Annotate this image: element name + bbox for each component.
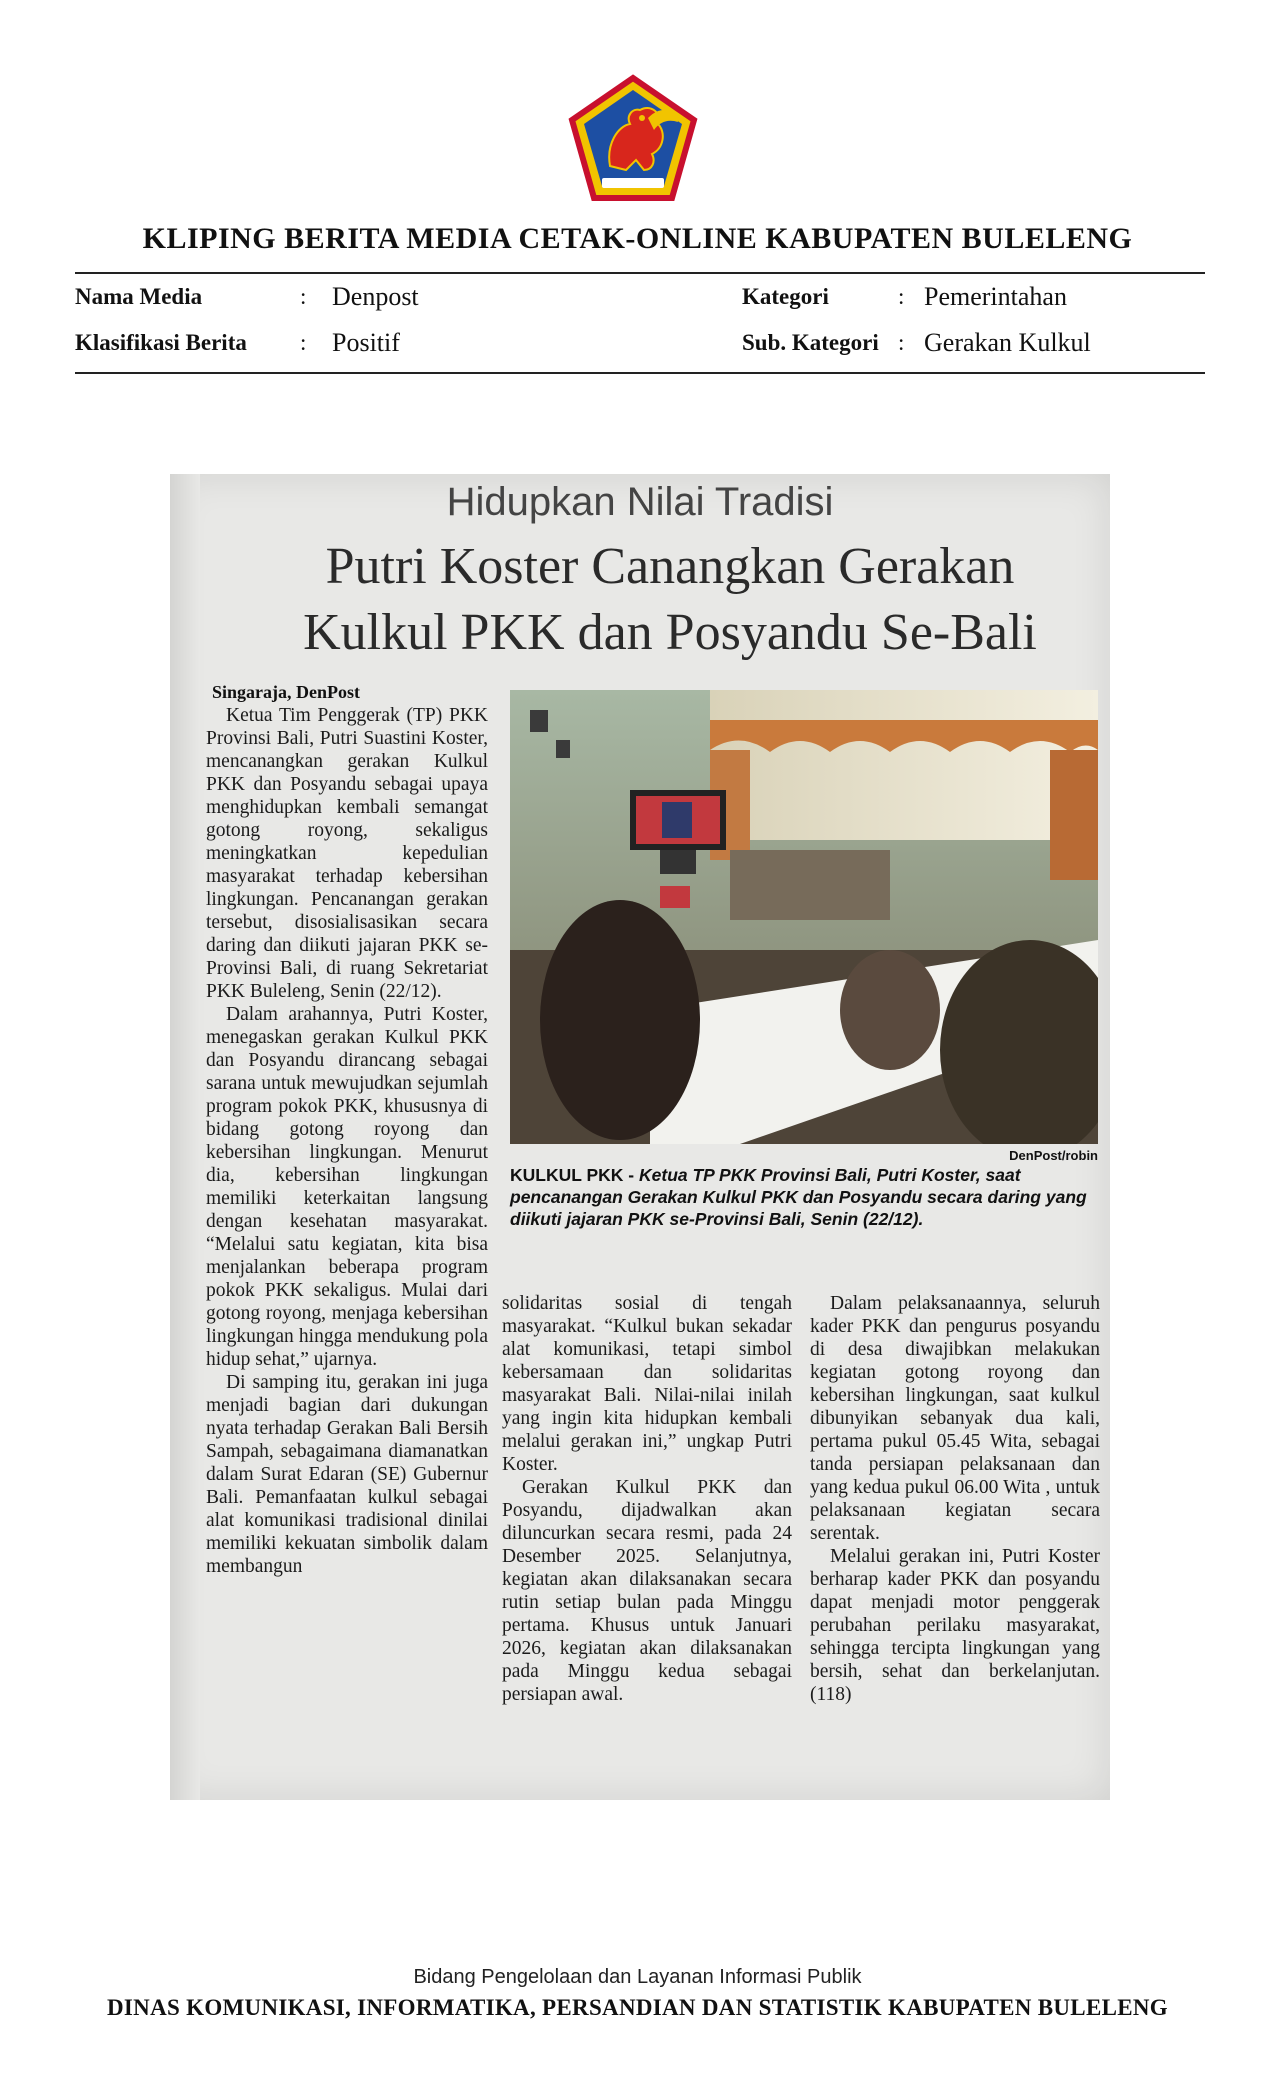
subcategory-value: Gerakan Kulkul bbox=[924, 328, 1091, 357]
category-value: Pemerintahan bbox=[924, 282, 1067, 311]
classification-value: Positif bbox=[332, 328, 400, 357]
col2-paragraph: Gerakan Kulkul PKK dan Posyandu, dijadwalkan akan diluncurkan secara resmi, pada 24 Desember 2025. Selanjutnya, kegiatan akan dilaksanakan secara rutin setiap bulan pada Minggu pertama. Khusus untuk Januari 2026, kegiatan akan dilaksanakan pada Minggu kedua sebagai persiapan awal. bbox=[502, 1477, 792, 1705]
col1-paragraph: Dalam arahannya, Putri Koster, menegaskan gerakan Kulkul PKK dan Posyandu dirancang sebagai sarana untuk mewujudkan sejumlah program pokok PKK, khususnya di bidang gotong royong dan kebersihan lingkungan. Menurut dia, kebersihan lingkungan memiliki keterkaitan langsung dengan kesehatan masyarakat. “Melalui satu kegiatan, kita bisa menjalankan beberapa program pokok PKK sekaligus. Mulai dari gotong royong, menjaga kebersihan lingkungan hingga mendukung pola hidup sehat,” ujarnya. bbox=[206, 1004, 488, 1370]
news-photo bbox=[510, 690, 1098, 1144]
media-name-value: Denpost bbox=[332, 282, 419, 311]
headline-line-1: Putri Koster Canangkan Gerakan bbox=[325, 538, 1015, 595]
photo-caption bbox=[510, 1164, 1100, 1230]
col2-paragraph: solidaritas sosial di tengah masyarakat. “Kulkul bukan sekadar alat komunikasi, tetapi simbol kebersamaan dan solidaritas masyarakat Bali. Nilai-nilai inilah yang ingin kita hidupkan kembali melalui gerakan ini,” ungkap Putri Koster. bbox=[502, 1293, 792, 1475]
classification-colon: : bbox=[300, 330, 307, 355]
regency-emblem-logo bbox=[566, 74, 700, 202]
col1-paragraph: Di samping itu, gerakan ini juga menjadi bagian dari dukungan nyata terhadap Gerakan Bali Bersih Sampah, sebagaimana diamanatkan dalam Surat Edaran (SE) Gubernur Bali. Pemanfaatan kulkul sebagai alat komunikasi tradisional dinilai memiliki kekuatan simbolik dalam membangun bbox=[206, 1372, 488, 1577]
caption-lead: KULKUL PKK - bbox=[510, 1165, 635, 1185]
footer-division: Bidang Pengelolaan dan Layanan Informasi Publik bbox=[413, 1966, 862, 1988]
news-clipping bbox=[170, 474, 1110, 1800]
headline-line-2: Kulkul PKK dan Posyandu Se-Bali bbox=[303, 604, 1037, 661]
document-title: KLIPING BERITA MEDIA CETAK-ONLINE KABUPATEN BULELENG bbox=[142, 222, 1133, 255]
caption-text: Ketua TP PKK Provinsi Bali, Putri Koster, saat pencanangan Gerakan Kulkul PKK dan Posyandu secara daring yang diikuti jajaran PKK se-Provinsi Bali, Senin (22/12). bbox=[510, 1165, 1087, 1229]
media-name-label: Nama Media bbox=[75, 284, 203, 309]
classification-label: Klasifikasi Berita bbox=[75, 330, 247, 355]
subcategory-colon: : bbox=[898, 330, 905, 355]
header-divider-bottom bbox=[75, 372, 1205, 374]
category-label: Kategori bbox=[742, 284, 829, 309]
col1-paragraph: Ketua Tim Penggerak (TP) PKK Provinsi Bali, Putri Suastini Koster, mencanangkan gerakan Kulkul PKK dan Posyandu sebagai upaya menghidupkan kembali semangat gotong royong, sekaligus meningkatkan kepedulian masyarakat terhadap kebersihan lingkungan. Pencanangan gerakan tersebut, disosialisasikan secara daring dan diikuti jajaran PKK se- Provinsi Bali, di ruang Sekretariat PKK Buleleng, Senin (22/12). bbox=[206, 705, 488, 1002]
footer-agency: DINAS KOMUNIKASI, INFORMATIKA, PERSANDIAN DAN STATISTIK KABUPATEN BULELENG bbox=[107, 1995, 1168, 2020]
photo-credit: DenPost/robin bbox=[1009, 1148, 1098, 1163]
article-column-3 bbox=[810, 1292, 1100, 1706]
subcategory-label: Sub. Kategori bbox=[742, 330, 879, 355]
article-column-2 bbox=[502, 1292, 792, 1706]
header-divider-top bbox=[75, 272, 1205, 274]
clipping-fold-edge bbox=[170, 474, 200, 1800]
article-column-1 bbox=[206, 704, 488, 1578]
col3-paragraph: Melalui gerakan ini, Putri Koster berharap kader PKK dan posyandu dapat menjadi motor penggerak perubahan perilaku masyarakat, sehingga tercipta lingkungan yang bersih, sehat dan berkelanjutan. (118) bbox=[810, 1546, 1100, 1705]
category-colon: : bbox=[898, 284, 905, 309]
article-dateline: Singaraja, DenPost bbox=[212, 682, 360, 702]
article-headline bbox=[230, 534, 1110, 666]
media-name-colon: : bbox=[300, 284, 307, 309]
article-kicker: Hidupkan Nilai Tradisi bbox=[446, 480, 834, 524]
col3-paragraph: Dalam pelaksanaannya, seluruh kader PKK dan pengurus posyandu di desa diwajibkan melakukan kegiatan gotong royong dan kebersihan lingkungan, saat kulkul dibunyikan sebanyak dua kali, pertama pukul 05.45 Wita, sebagai tanda persiapan pelaksanaan dan yang kedua pukul 06.00 Wita , untuk pelaksanaan kegiatan secara serentak. bbox=[810, 1293, 1100, 1544]
